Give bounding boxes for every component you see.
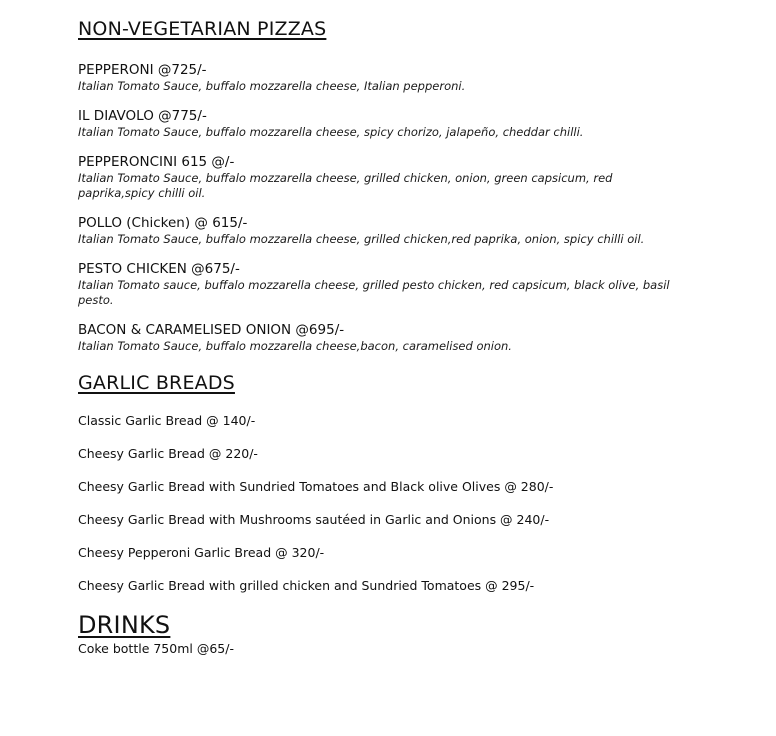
pizza-description: Italian Tomato Sauce, buffalo mozzarella cheese,bacon, caramelised onion. xyxy=(78,339,512,353)
pizza-item xyxy=(78,261,758,308)
pizza-name: IL DIAVOLO @775/- xyxy=(78,108,207,124)
drinks-list xyxy=(78,641,758,657)
pizza-name: PESTO CHICKEN @675/- xyxy=(78,261,240,277)
garlic-bread-item: Classic Garlic Bread @ 140/- xyxy=(78,413,256,428)
garlic-bread-list xyxy=(78,413,758,594)
pizza-description: Italian Tomato Sauce, buffalo mozzarella cheese, spicy chorizo, jalapeño, cheddar chilli. xyxy=(78,125,584,139)
pizza-description: Italian Tomato sauce, buffalo mozzarella cheese, grilled pesto chicken, red capsicum, black olive, basil pesto. xyxy=(78,278,670,307)
section-title-pizzas: NON-VEGETARIAN PIZZAS xyxy=(78,18,327,40)
pizza-item xyxy=(78,215,758,247)
drink-item: Coke bottle 750ml @65/- xyxy=(78,641,234,656)
section-title-drinks: DRINKS xyxy=(78,611,171,639)
garlic-bread-item: Cheesy Pepperoni Garlic Bread @ 320/- xyxy=(78,545,325,560)
pizza-description: Italian Tomato Sauce, buffalo mozzarella cheese, grilled chicken,red paprika, onion, spicy chilli oil. xyxy=(78,232,645,246)
menu-page xyxy=(78,18,758,657)
pizza-name: BACON & CARAMELISED ONION @695/- xyxy=(78,322,345,338)
pizza-name: PEPPERONCINI 615 @/- xyxy=(78,154,235,170)
pizza-item xyxy=(78,62,758,94)
pizza-list xyxy=(78,62,758,354)
pizza-item xyxy=(78,322,758,354)
pizza-description: Italian Tomato Sauce, buffalo mozzarella cheese, grilled chicken, onion, green capsicum, red paprika,spicy chilli oil. xyxy=(78,171,613,200)
pizza-name: POLLO (Chicken) @ 615/- xyxy=(78,215,248,231)
pizza-item xyxy=(78,108,758,140)
garlic-bread-item: Cheesy Garlic Bread @ 220/- xyxy=(78,446,258,461)
garlic-bread-item: Cheesy Garlic Bread with Sundried Tomatoes and Black olive Olives @ 280/- xyxy=(78,479,554,494)
pizza-description: Italian Tomato Sauce, buffalo mozzarella cheese, Italian pepperoni. xyxy=(78,79,466,93)
pizza-name: PEPPERONI @725/- xyxy=(78,62,207,78)
section-title-garlic-breads: GARLIC BREADS xyxy=(78,372,235,394)
garlic-bread-item: Cheesy Garlic Bread with grilled chicken and Sundried Tomatoes @ 295/- xyxy=(78,578,535,593)
garlic-bread-item: Cheesy Garlic Bread with Mushrooms sautéed in Garlic and Onions @ 240/- xyxy=(78,512,550,527)
pizza-item xyxy=(78,154,758,201)
